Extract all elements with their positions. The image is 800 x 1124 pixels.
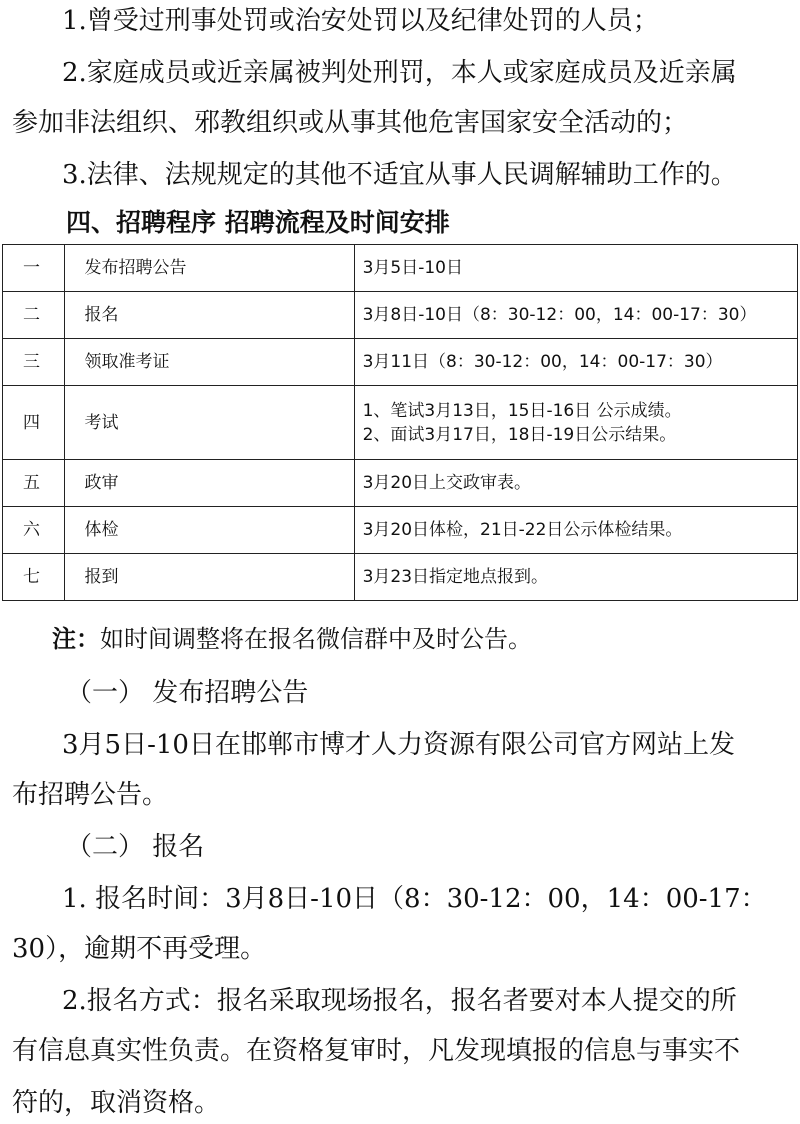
schedule-row: [3, 245, 798, 292]
sub1-para-line2: 布招聘公告。: [12, 780, 169, 810]
schedule-step-time: [354, 386, 797, 460]
schedule-step-time: [354, 460, 797, 507]
sub2-para2-line2: 有信息真实性负责。在资格复审时，凡发现填报的信息与事实不: [12, 1036, 741, 1066]
sub2-para2-line1: 2.报名方式：报名采取现场报名，报名者要对本人提交的所: [62, 986, 737, 1016]
schedule-row: [3, 292, 798, 339]
schedule-row: [3, 386, 798, 460]
note-label: 注：: [52, 625, 100, 653]
schedule-step-number: 七: [3, 554, 65, 601]
section-heading: 四、招聘程序 招聘流程及时间安排: [66, 208, 450, 237]
schedule-time-line: 3月20日体检，21日-22日公示体检结果。: [362, 520, 683, 540]
schedule-time-line: 3月11日（8：30-12：00，14：00-17：30）: [362, 352, 723, 372]
sub2-para2-line3: 符的，取消资格。: [12, 1088, 221, 1118]
schedule-time-line: 3月8日-10日（8：30-12：00，14：00-17：30）: [362, 305, 757, 325]
schedule-step-number: 一: [3, 245, 65, 292]
sub2-para1-line1: 1. 报名时间：3月8日-10日（8：30-12：00，14：00-17：: [62, 884, 767, 914]
schedule-step-name: 政审: [64, 460, 354, 507]
schedule-step-number: 五: [3, 460, 65, 507]
schedule-table: [2, 244, 798, 601]
sub1-para-line1: 3月5日-10日在邯郸市博才人力资源有限公司官方网站上发: [62, 730, 735, 760]
schedule-step-name: 发布招聘公告: [64, 245, 354, 292]
schedule-time-line: 2、面试3月17日，18日-19日公示结果。: [362, 424, 677, 445]
schedule-row: [3, 507, 798, 554]
schedule-step-number: 二: [3, 292, 65, 339]
schedule-step-time: [354, 507, 797, 554]
schedule-step-name: 报名: [64, 292, 354, 339]
sub2-heading: （二） 报名: [66, 832, 205, 862]
sub2-para1-line2: 30），逾期不再受理。: [12, 934, 267, 964]
schedule-step-time: [354, 292, 797, 339]
schedule-time-line: 3月20日上交政审表。: [362, 473, 532, 493]
schedule-step-name: 报到: [64, 554, 354, 601]
schedule-step-time: [354, 245, 797, 292]
schedule-step-number: 三: [3, 339, 65, 386]
intro-item-2: 2.家庭成员或近亲属被判处刑罚，本人或家庭成员及近亲属: [62, 58, 737, 88]
note: [0, 622, 800, 656]
schedule-step-number: 六: [3, 507, 65, 554]
schedule-time-line: 1、笔试3月13日，15日-16日 公示成绩。: [362, 400, 682, 421]
schedule-step-time: [354, 339, 797, 386]
schedule-row: [3, 339, 798, 386]
schedule-step-name: 领取准考证: [64, 339, 354, 386]
intro-item-2-cont: 参加非法组织、邪教组织或从事其他危害国家安全活动的；: [12, 108, 689, 138]
sub1-heading: （一） 发布招聘公告: [66, 678, 309, 708]
schedule-step-name: 体检: [64, 507, 354, 554]
note-text: 如时间调整将在报名微信群中及时公告。: [100, 625, 532, 653]
schedule-step-name: 考试: [64, 386, 354, 460]
schedule-step-time: [354, 554, 797, 601]
schedule-time-line: 3月5日-10日: [362, 258, 463, 278]
schedule-step-number: 四: [3, 386, 65, 460]
schedule-row: [3, 554, 798, 601]
intro-item-3: 3.法律、法规规定的其他不适宜从事人民调解辅助工作的。: [62, 160, 737, 190]
schedule-row: [3, 460, 798, 507]
schedule-time-line: 3月23日指定地点报到。: [362, 567, 549, 587]
intro-item-1: 1.曾受过刑事处罚或治安处罚以及纪律处罚的人员；: [62, 6, 659, 36]
